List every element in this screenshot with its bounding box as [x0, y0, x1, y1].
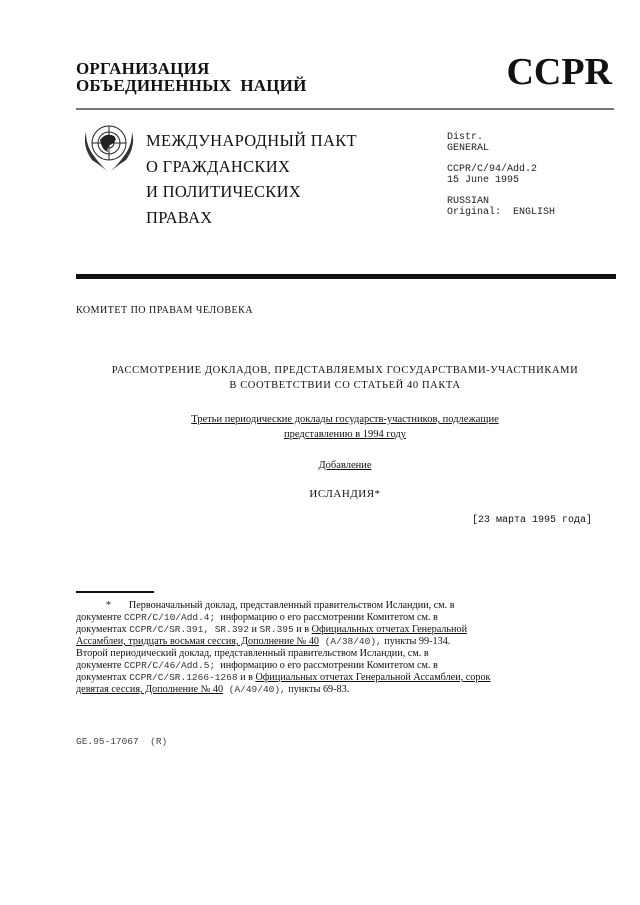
- footnote-text: информацию о его рассмотрении Комитетом см. в: [215, 660, 438, 671]
- footnote-text: и: [248, 624, 260, 635]
- un-emblem-icon: [78, 118, 140, 174]
- footnote-marker: *: [106, 600, 112, 611]
- footnote-divider: [76, 591, 154, 593]
- covenant-line: ПРАВАХ: [146, 207, 213, 227]
- covenant-line: О ГРАЖДАНСКИХ: [146, 156, 291, 176]
- document-symbol: CCPR/C/94/Add.2: [447, 164, 538, 175]
- language: RUSSIAN: [447, 196, 490, 207]
- official-records-reference: девятая сессия, Дополнение № 40: [76, 684, 224, 695]
- document-subtitle: [76, 412, 614, 442]
- committee-name: КОМИТЕТ ПО ПРАВАМ ЧЕЛОВЕКА: [76, 305, 254, 316]
- footnote-line: [76, 684, 546, 696]
- job-number: GE.95-17067 (R): [76, 736, 168, 747]
- doc-reference: CCPR/C/SR.391, SR.392: [129, 624, 249, 635]
- doc-reference: (A/49/40),: [223, 684, 286, 695]
- footnote-text: документах: [76, 624, 130, 635]
- subtitle-line: представлению в 1994 году: [284, 429, 406, 440]
- doc-reference: SR.395: [259, 624, 294, 635]
- doc-reference: CCPR/C/10/Add.4;: [123, 612, 216, 623]
- original-language: Original: ENGLISH: [447, 207, 556, 218]
- document-metadata: [447, 132, 555, 218]
- footnote-text: документе: [76, 660, 124, 671]
- footnote-text: Первоначальный доклад, представленный правительством Исландии, см. в: [128, 600, 455, 611]
- footnote-line: [76, 660, 546, 672]
- footnote-line: [76, 600, 546, 612]
- document-date: 15 June 1995: [447, 175, 520, 186]
- submission-date: [23 марта 1995 года]: [471, 515, 592, 526]
- footnote-text: и в: [293, 624, 312, 635]
- footnote-text: документе: [76, 612, 124, 623]
- covenant-line: МЕЖДУНАРОДНЫЙ ПАКТ: [146, 131, 357, 150]
- distr-label: Distr.: [447, 132, 484, 143]
- organization-line-1: ОРГАНИЗАЦИЯ: [76, 59, 210, 78]
- footnote: [76, 600, 546, 696]
- doc-reference: CCPR/C/46/Add.5;: [123, 660, 216, 671]
- footnote-line: Второй периодический доклад, представленный правительством Исландии, см. в: [76, 648, 429, 659]
- document-series-symbol: CCPR: [506, 51, 612, 93]
- addendum-text: Добавление: [318, 460, 372, 471]
- covenant-title: [146, 128, 357, 230]
- footnote-line: [76, 636, 546, 648]
- footnote-line: [76, 624, 546, 636]
- organization-line-2: ОБЪЕДИНЕННЫХ НАЦИЙ: [76, 76, 307, 95]
- document-title: [76, 363, 614, 393]
- footnote-text: и в: [237, 672, 256, 683]
- doc-reference: CCPR/C/SR.1266-1268: [129, 672, 238, 683]
- footnote-text: информацию о его рассмотрении Комитетом см. в: [215, 612, 438, 623]
- footnote-text: документах: [76, 672, 130, 683]
- official-records-reference: Ассамблеи, тридцать восьмая сессия, Дополнение № 40: [76, 636, 320, 647]
- footnote-line: [76, 672, 546, 684]
- distribution: GENERAL: [447, 143, 490, 154]
- footnote-line: [76, 612, 546, 624]
- title-line: В СООТВЕТСТВИИ СО СТАТЬЕЙ 40 ПАКТА: [229, 380, 461, 391]
- official-records-reference: Официальных отчетах Генеральной: [311, 624, 468, 635]
- subtitle-line: Третьи периодические доклады государств-участников, подлежащие: [191, 414, 499, 425]
- covenant-line: И ПОЛИТИЧЕСКИХ: [146, 182, 301, 201]
- addendum-label: [76, 460, 614, 471]
- organization-name: [76, 60, 307, 94]
- country-name: ИСЛАНДИЯ*: [309, 488, 381, 500]
- official-records-reference: Официальных отчетах Генеральной Ассамблеи, сорок: [255, 672, 491, 683]
- thick-divider: [76, 274, 616, 279]
- footnote-text: пункты 99-134.: [381, 636, 451, 647]
- header-divider: [76, 108, 614, 110]
- footnote-text: пункты 69-83.: [285, 684, 350, 695]
- doc-reference: (A/38/40),: [319, 636, 382, 647]
- title-line: РАССМОТРЕНИЕ ДОКЛАДОВ, ПРЕДСТАВЛЯЕМЫХ ГОСУДАРСТВАМИ-УЧАСТНИКАМИ: [111, 365, 579, 376]
